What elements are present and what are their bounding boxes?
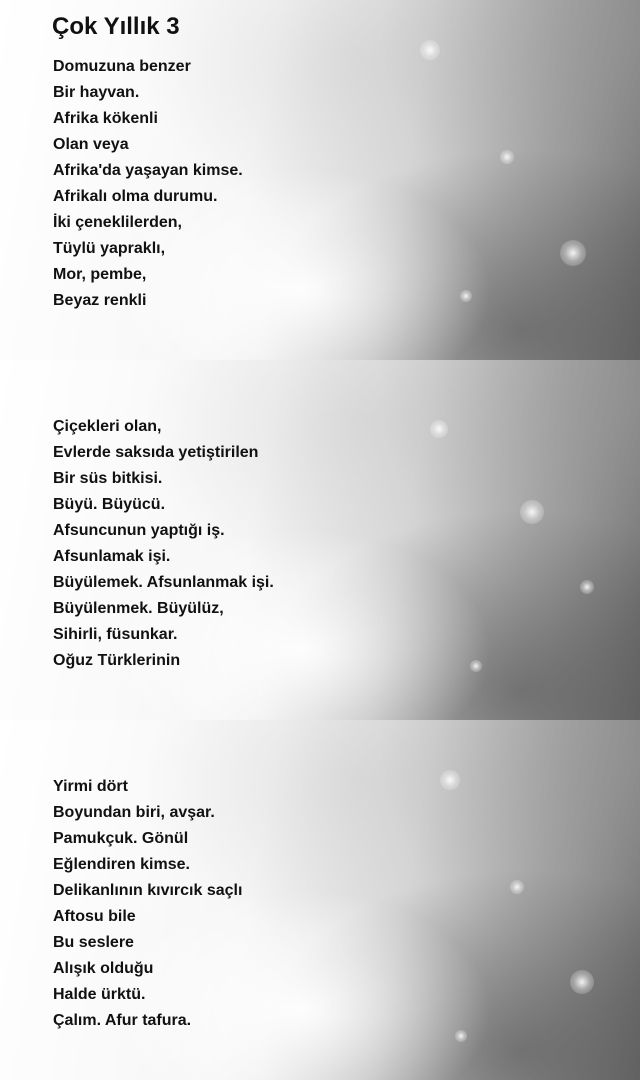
verse-line: Mor, pembe,	[53, 266, 147, 283]
bokeh-light	[455, 1030, 467, 1042]
verse-line: Sihirli, füsunkar.	[53, 626, 178, 643]
bokeh-light	[570, 970, 594, 994]
verse-line: Afrika kökenli	[53, 110, 158, 127]
poem-card-3	[0, 720, 640, 1080]
verse-line: Bu seslere	[53, 934, 134, 951]
bokeh-light	[510, 880, 524, 894]
verse-line: Oğuz Türklerinin	[53, 652, 181, 669]
verse-line: Büyülenmek. Büyülüz,	[53, 600, 224, 617]
bokeh-light	[560, 240, 586, 266]
bokeh-light	[500, 150, 514, 164]
verse-line: Bir hayvan.	[53, 84, 140, 101]
bokeh-light	[460, 290, 472, 302]
bokeh-light	[430, 420, 448, 438]
bokeh-light	[520, 500, 544, 524]
verse-line: Aftosu bile	[53, 908, 136, 925]
bokeh-light	[440, 770, 460, 790]
verse-line: Olan veya	[53, 136, 129, 153]
verse-line: Çiçekleri olan,	[53, 418, 162, 435]
verse-line: Büyülemek. Afsunlanmak işi.	[53, 574, 274, 591]
poem-card-1	[0, 0, 640, 360]
stanza-2	[53, 414, 274, 674]
poem-card-2	[0, 360, 640, 720]
verse-line: Afsunlamak işi.	[53, 548, 171, 565]
stanza-3	[53, 774, 242, 1034]
stanza-1	[53, 54, 243, 314]
poem-title: Çok Yıllık 3	[52, 13, 180, 40]
verse-line: Boyundan biri, avşar.	[53, 804, 215, 821]
verse-line: Evlerde saksıda yetiştirilen	[53, 444, 259, 461]
verse-line: Delikanlının kıvırcık saçlı	[53, 882, 243, 899]
verse-line: Afsuncunun yaptığı iş.	[53, 522, 225, 539]
verse-line: Çalım. Afur tafura.	[53, 1012, 192, 1029]
verse-line: Afrika'da yaşayan kimse.	[53, 162, 243, 179]
verse-line: Eğlendiren kimse.	[53, 856, 190, 873]
verse-line: Büyü. Büyücü.	[53, 496, 166, 513]
verse-line: Alışık olduğu	[53, 960, 154, 977]
bokeh-light	[470, 660, 482, 672]
verse-line: Halde ürktü.	[53, 986, 146, 1003]
bokeh-light	[580, 580, 594, 594]
verse-line: Yirmi dört	[53, 778, 128, 795]
verse-line: Beyaz renkli	[53, 292, 147, 309]
verse-line: Tüylü yapraklı,	[53, 240, 166, 257]
bokeh-light	[420, 40, 440, 60]
verse-line: Afrikalı olma durumu.	[53, 188, 218, 205]
verse-line: Domuzuna benzer	[53, 58, 191, 75]
verse-line: Bir süs bitkisi.	[53, 470, 163, 487]
verse-line: Pamukçuk. Gönül	[53, 830, 189, 847]
verse-line: İki çeneklilerden,	[53, 214, 182, 231]
